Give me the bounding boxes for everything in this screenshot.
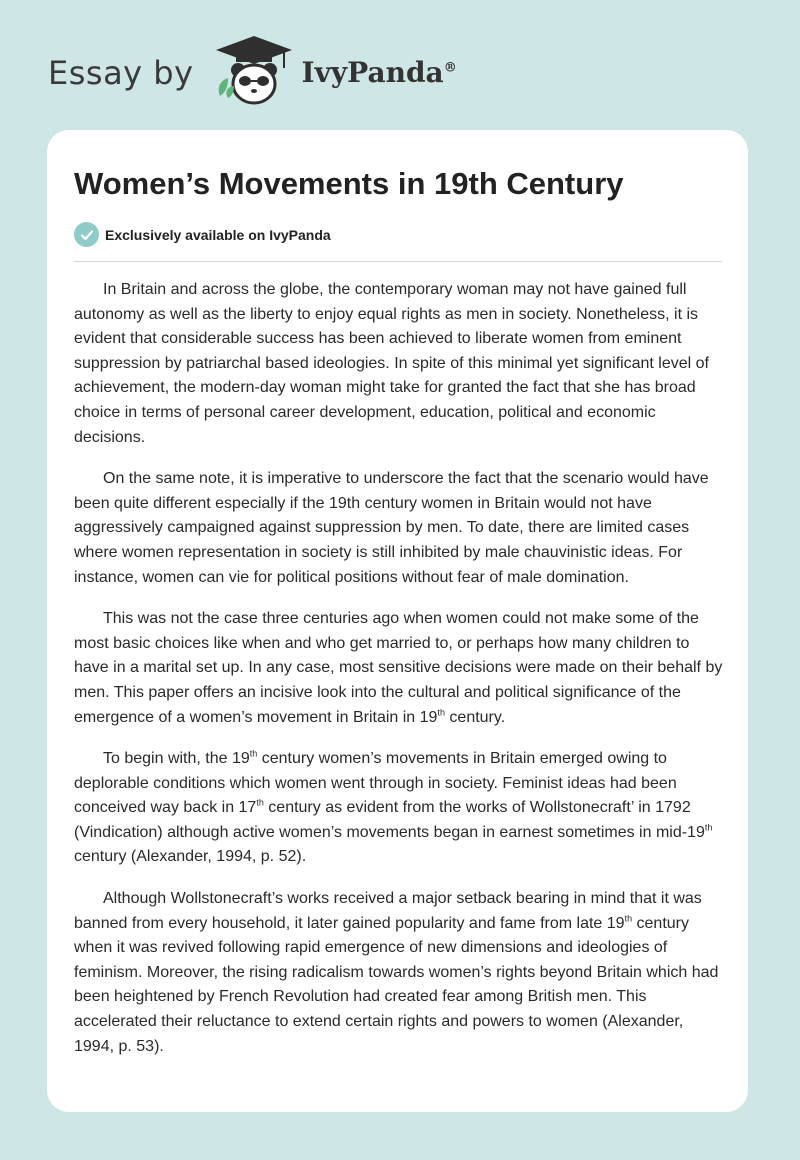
paragraph-2: On the same note, it is imperative to underscore the fact that the scenario would have been quite different especially if the 19th century women in Britain would not have aggressively campaigned against suppression by men. To date, there are limited cases where women representation in society is still inhibited by male chauvinistic ideas. For instance, women can vie for political positions without fear of male domination. — [74, 470, 709, 586]
paragraph-3: This was not the case three centuries ago when women could not make some of the most basic choices like when and who get married to, or perhaps how many children to have in a marital set up. In any case, most sensitive decisions were made on their behalf by men. This paper offers an incisive look into the cultural and political significance of the emergence of a women’s movement in Britain in 19th century. — [74, 610, 723, 726]
paragraph-1: In Britain and across the globe, the contemporary woman may not have gained full autonomy as well as the liberty to enjoy equal rights as men in society. Nonetheless, it is evident that considerable success has been achieved to liberate women from eminent suppression by patriarchal based ideologies. In spite of this minimal yet significant level of achievement, the modern-day woman might take for granted the fact that she has broad choice in terms of personal career development, education, political and economic decisions. — [74, 281, 709, 446]
paragraph-5: Although Wollstonecraft’s works received a major setback bearing in mind that it was banned from every household, it later gained popularity and fame from late 19th century when it was revived following rapid emergence of new dimensions and ideologies of feminism. Moreover, the rising radicalism towards women’s rights beyond Britain which had been heightened by French Revolution had created fear among British men. This accelerated their reluctance to extend certain rights and powers to women (Alexander, 1994, p. 53). — [74, 890, 719, 1055]
brand-name: IvyPanda® — [301, 56, 457, 89]
essay-body — [74, 278, 724, 1076]
ivypanda-logo[interactable] — [212, 34, 457, 111]
exclusive-label: Exclusively available on IvyPanda — [105, 226, 331, 243]
essay-by-label: Essay by — [48, 53, 194, 92]
check-circle-icon — [74, 222, 99, 247]
panda-graduate-icon — [212, 34, 296, 111]
essay-title: Women’s Movements in 19th Century — [74, 166, 624, 201]
site-header — [48, 34, 457, 111]
paragraph-4: To begin with, the 19th century women’s movements in Britain emerged owing to deplorable conditions which women went through in society. Feminist ideas had been conceived way back in 17th century as evident from the works of Wollstonecraft’ in 1792 (Vindication) although active women’s movements began in earnest sometimes in mid-19th century (Alexander, 1994, p. 52). — [74, 748, 713, 866]
divider — [74, 261, 722, 262]
essay-card — [47, 130, 748, 1112]
exclusive-badge — [74, 222, 331, 247]
